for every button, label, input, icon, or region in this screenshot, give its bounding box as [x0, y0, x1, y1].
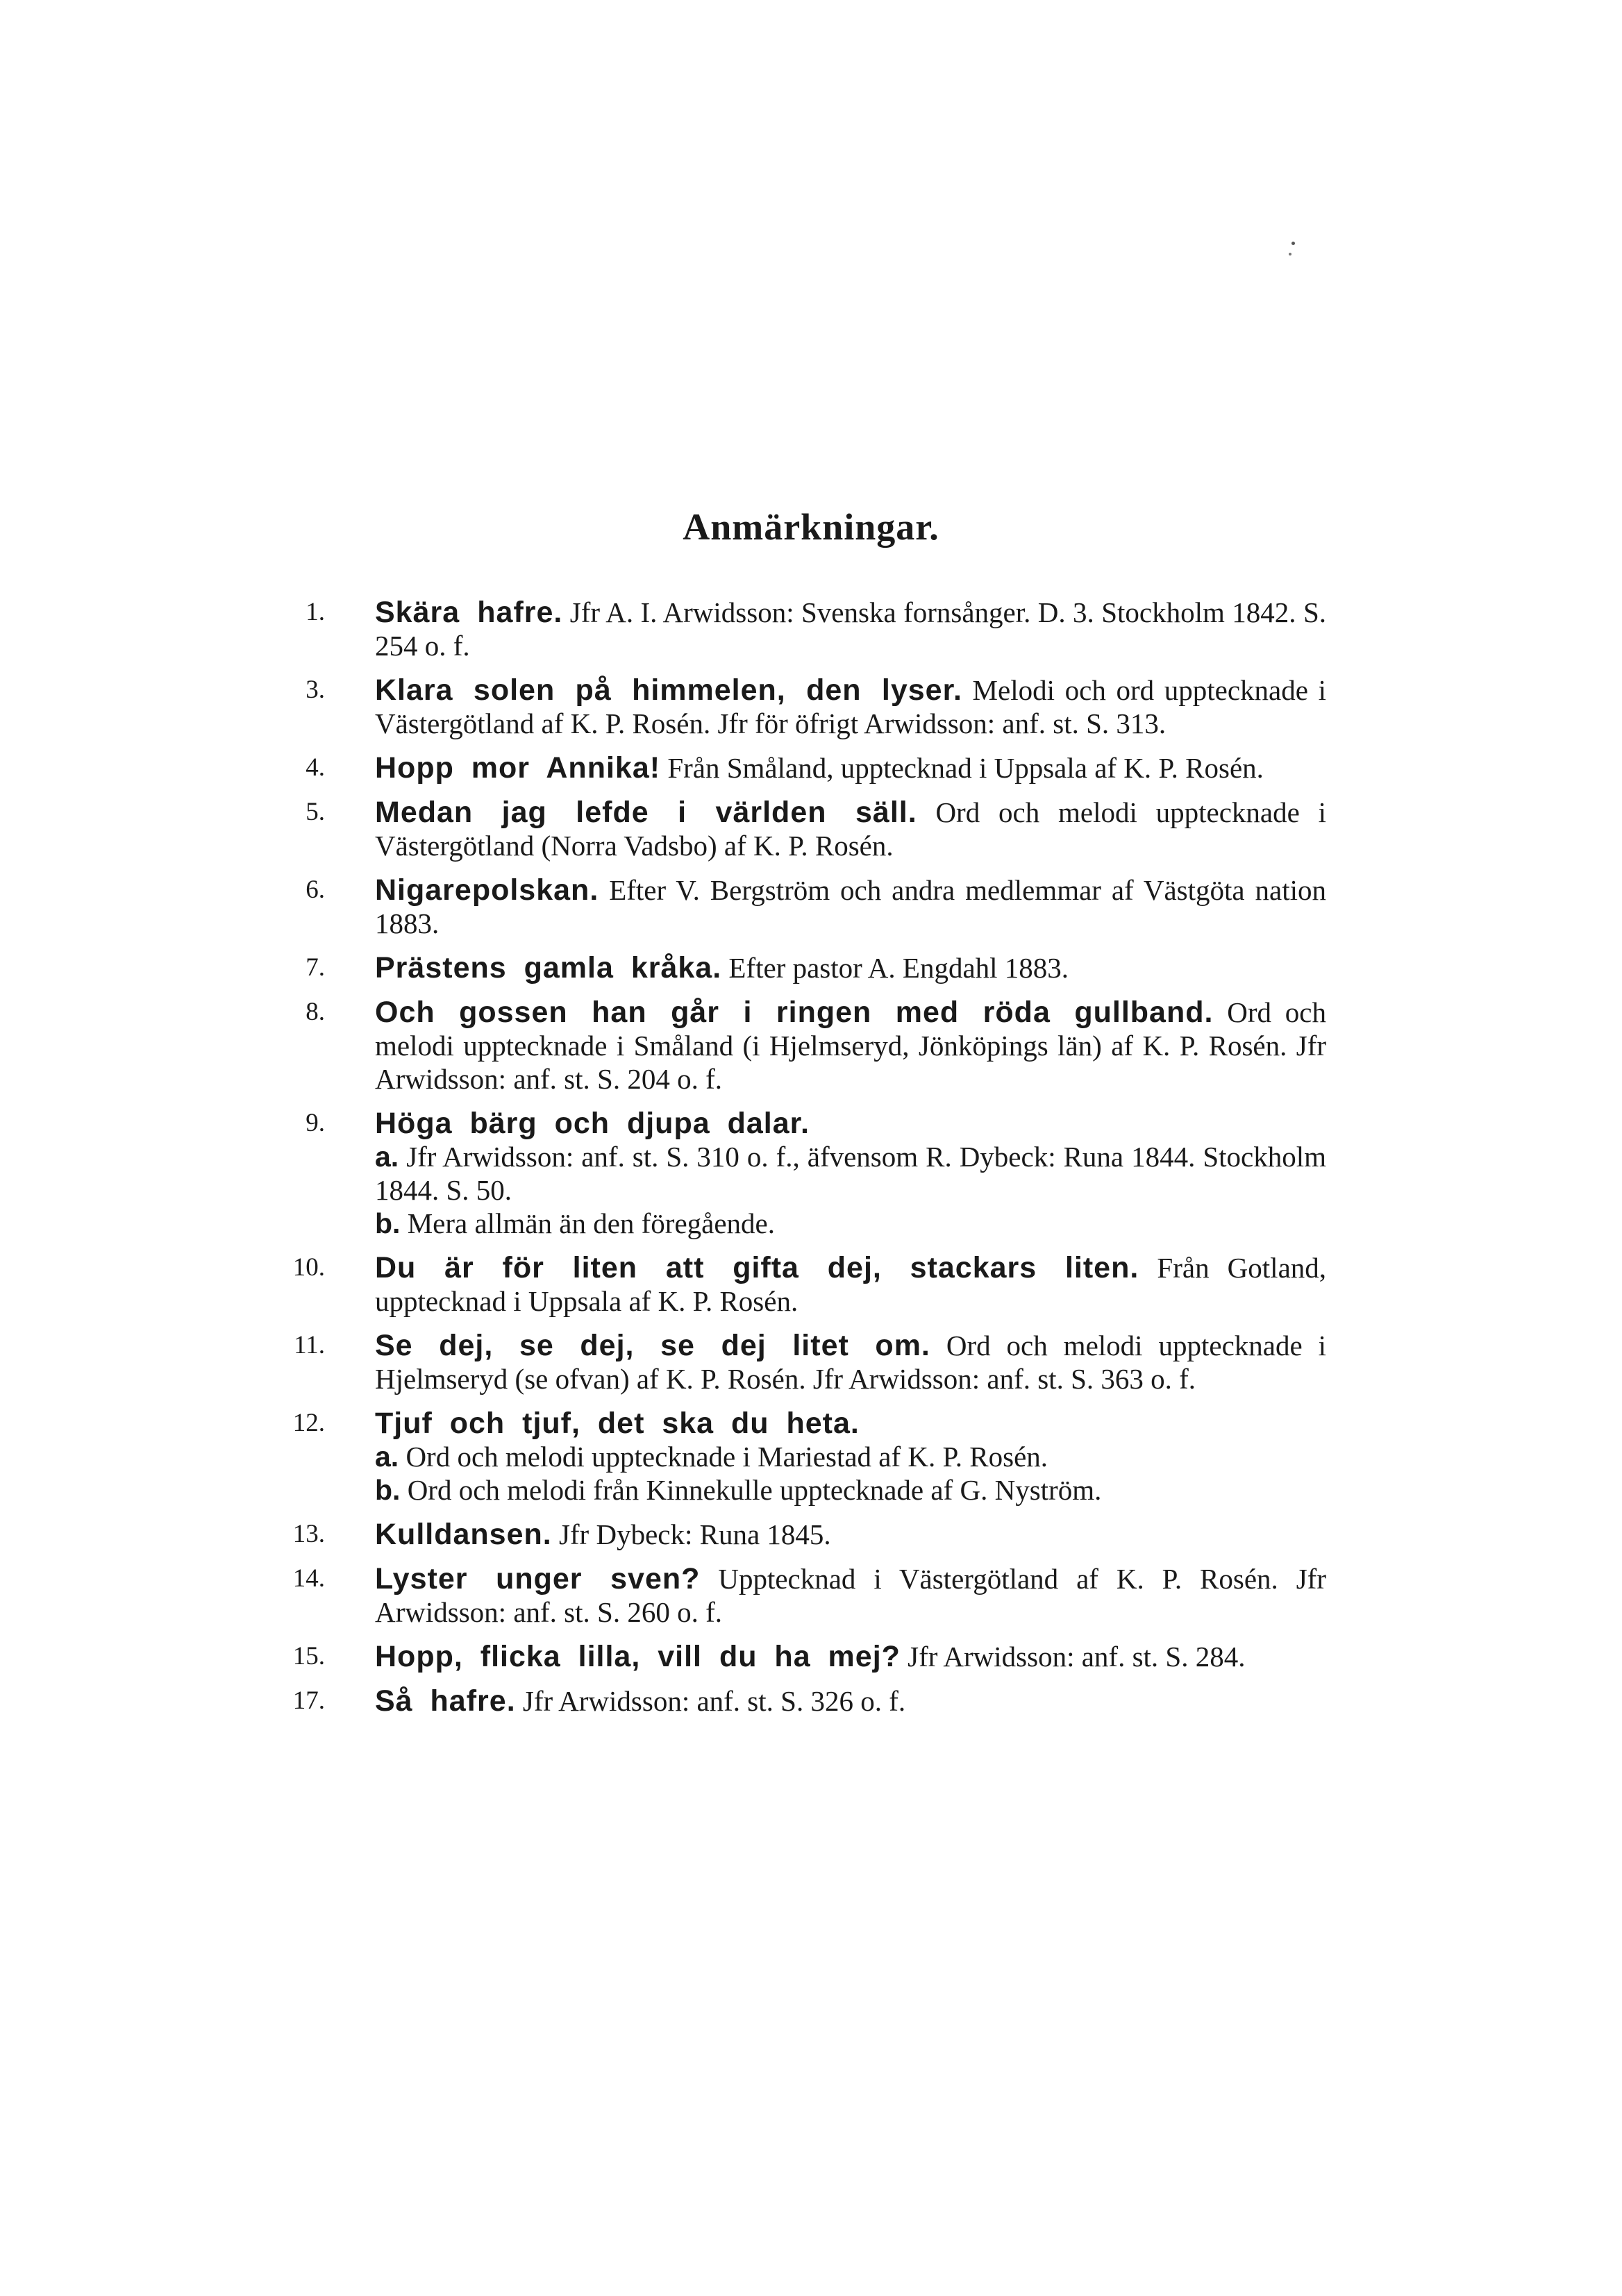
note-heading: Lyster unger sven?: [375, 1562, 701, 1595]
note-item: [276, 1684, 1326, 1718]
note-body: [375, 1407, 1326, 1440]
subitem-text: Mera allmän än den föregående.: [407, 1207, 776, 1239]
note-heading: Klara solen på himmelen, den lyser.: [375, 673, 962, 707]
note-body: [375, 596, 1326, 662]
note-heading: Skära hafre.: [375, 596, 563, 629]
subitem-text: Jfr Arwidsson: anf. st. S. 310 o. f., äfvensom R. Dybeck: Runa 1844. Stockholm 1844. S. 50.: [375, 1141, 1326, 1206]
note-heading: Tjuf och tjuf, det ska du heta.: [375, 1407, 860, 1440]
notes-list: [276, 596, 1326, 1729]
note-text: Från Gotland, upptecknad i Uppsala af K. P. Rosén.: [375, 1252, 1327, 1317]
note-item: [276, 1407, 1326, 1507]
subitem-text: Ord och melodi upptecknade i Mariestad af K. P. Rosén.: [406, 1441, 1048, 1473]
note-item: [276, 873, 1326, 940]
note-heading: Hopp mor Annika!: [375, 751, 661, 785]
note-number: 3.: [306, 676, 325, 704]
note-body: [375, 1640, 1326, 1673]
note-body: [375, 796, 1326, 862]
note-item: [276, 1251, 1326, 1318]
page-title: Anmärkningar.: [683, 506, 939, 548]
note-heading: Så hafre.: [375, 1684, 516, 1718]
note-subitem: [375, 1207, 1326, 1240]
note-item: [276, 1640, 1326, 1673]
note-number: 13.: [292, 1520, 325, 1548]
note-heading: Du är för liten att gifta dej, stackars liten.: [375, 1251, 1139, 1284]
note-heading: Höga bärg och djupa dalar.: [375, 1107, 810, 1140]
note-number: 6.: [306, 875, 325, 904]
note-number: 9.: [306, 1109, 325, 1137]
note-number: 1.: [306, 598, 325, 626]
note-text: Jfr Arwidsson: anf. st. S. 326 o. f.: [522, 1685, 906, 1717]
note-body: [375, 1518, 1326, 1551]
subitem-letter: a.: [375, 1141, 399, 1173]
note-number: 11.: [294, 1331, 325, 1359]
note-item: [276, 751, 1326, 785]
note-heading: Se dej, se dej, se dej litet om.: [375, 1329, 930, 1362]
note-text: Jfr Arwidsson: anf. st. S. 284.: [908, 1641, 1246, 1673]
note-number: 7.: [306, 953, 325, 982]
note-body: [375, 1251, 1326, 1318]
note-heading: Kulldansen.: [375, 1518, 552, 1551]
note-number: 12.: [292, 1409, 325, 1437]
note-body: [375, 996, 1326, 1096]
note-subitem: [375, 1473, 1326, 1507]
note-number: 17.: [292, 1686, 325, 1715]
note-number: 8.: [306, 998, 325, 1026]
note-heading: Prästens gamla kråka.: [375, 951, 722, 984]
subitem-letter: a.: [375, 1441, 399, 1473]
note-text: Jfr A. I. Arwidsson: Svenska fornsånger. D. 3. Stockholm 1842. S. 254 o. f.: [375, 596, 1327, 662]
note-text: Upptecknad i Västergötland af K. P. Rosén. Jfr Arwidsson: anf. st. S. 260 o. f.: [375, 1563, 1326, 1628]
note-item: [276, 951, 1326, 984]
note-item: [276, 1329, 1326, 1396]
subitem-letter: b.: [375, 1207, 401, 1239]
subitem-letter: b.: [375, 1474, 401, 1506]
note-heading: Nigarepolskan.: [375, 873, 599, 907]
note-body: [375, 1562, 1326, 1629]
note-text: Efter pastor A. Engdahl 1883.: [728, 952, 1069, 984]
page-speck: [1291, 242, 1295, 245]
note-item: [276, 1107, 1326, 1240]
note-heading: Hopp, flicka lilla, vill du ha mej?: [375, 1640, 901, 1673]
note-body: [375, 1684, 1326, 1718]
note-heading: Medan jag lefde i världen säll.: [375, 796, 917, 829]
note-number: 15.: [292, 1642, 325, 1670]
note-text: Ord och melodi upptecknade i Västergötland (Norra Vadsbo) af K. P. Rosén.: [375, 796, 1327, 862]
note-heading: Och gossen han går i ringen med röda gullband.: [375, 996, 1214, 1029]
note-text: Jfr Dybeck: Runa 1845.: [558, 1518, 831, 1550]
note-number: 4.: [306, 753, 325, 782]
note-item: [276, 796, 1326, 862]
note-number: 10.: [292, 1253, 325, 1282]
note-text: Melodi och ord upptecknade i Västergötland af K. P. Rosén. Jfr för öfrigt Arwidsson: anf. st. S. 313.: [375, 674, 1326, 739]
note-text: Från Småland, upptecknad i Uppsala af K. P. Rosén.: [667, 752, 1264, 784]
note-subitem: [375, 1140, 1326, 1207]
note-text: Efter V. Bergström och andra medlemmar af Västgöta nation 1883.: [375, 874, 1327, 939]
note-text: Ord och melodi upptecknade i Småland (i Hjelmseryd, Jönköpings län) af K. P. Rosén. Jfr Arwidsson: anf. st. S. 204 o. f.: [375, 996, 1326, 1095]
note-body: [375, 951, 1326, 984]
note-body: [375, 873, 1326, 940]
subitem-text: Ord och melodi från Kinnekulle upptecknade af G. Nyström.: [407, 1474, 1102, 1506]
note-item: [276, 1562, 1326, 1629]
page-speck: [1289, 253, 1291, 255]
note-item: [276, 1518, 1326, 1551]
note-item: [276, 673, 1326, 740]
note-body: [375, 1107, 1326, 1140]
note-subitem: [375, 1440, 1326, 1473]
note-text: Ord och melodi upptecknade i Hjelmseryd (se ofvan) af K. P. Rosén. Jfr Arwidsson: anf. st. S. 363 o. f.: [375, 1330, 1327, 1395]
note-item: [276, 996, 1326, 1096]
note-body: [375, 751, 1326, 785]
note-body: [375, 673, 1326, 740]
note-item: [276, 596, 1326, 662]
note-number: 14.: [292, 1564, 325, 1593]
note-body: [375, 1329, 1326, 1396]
note-number: 5.: [306, 798, 325, 826]
